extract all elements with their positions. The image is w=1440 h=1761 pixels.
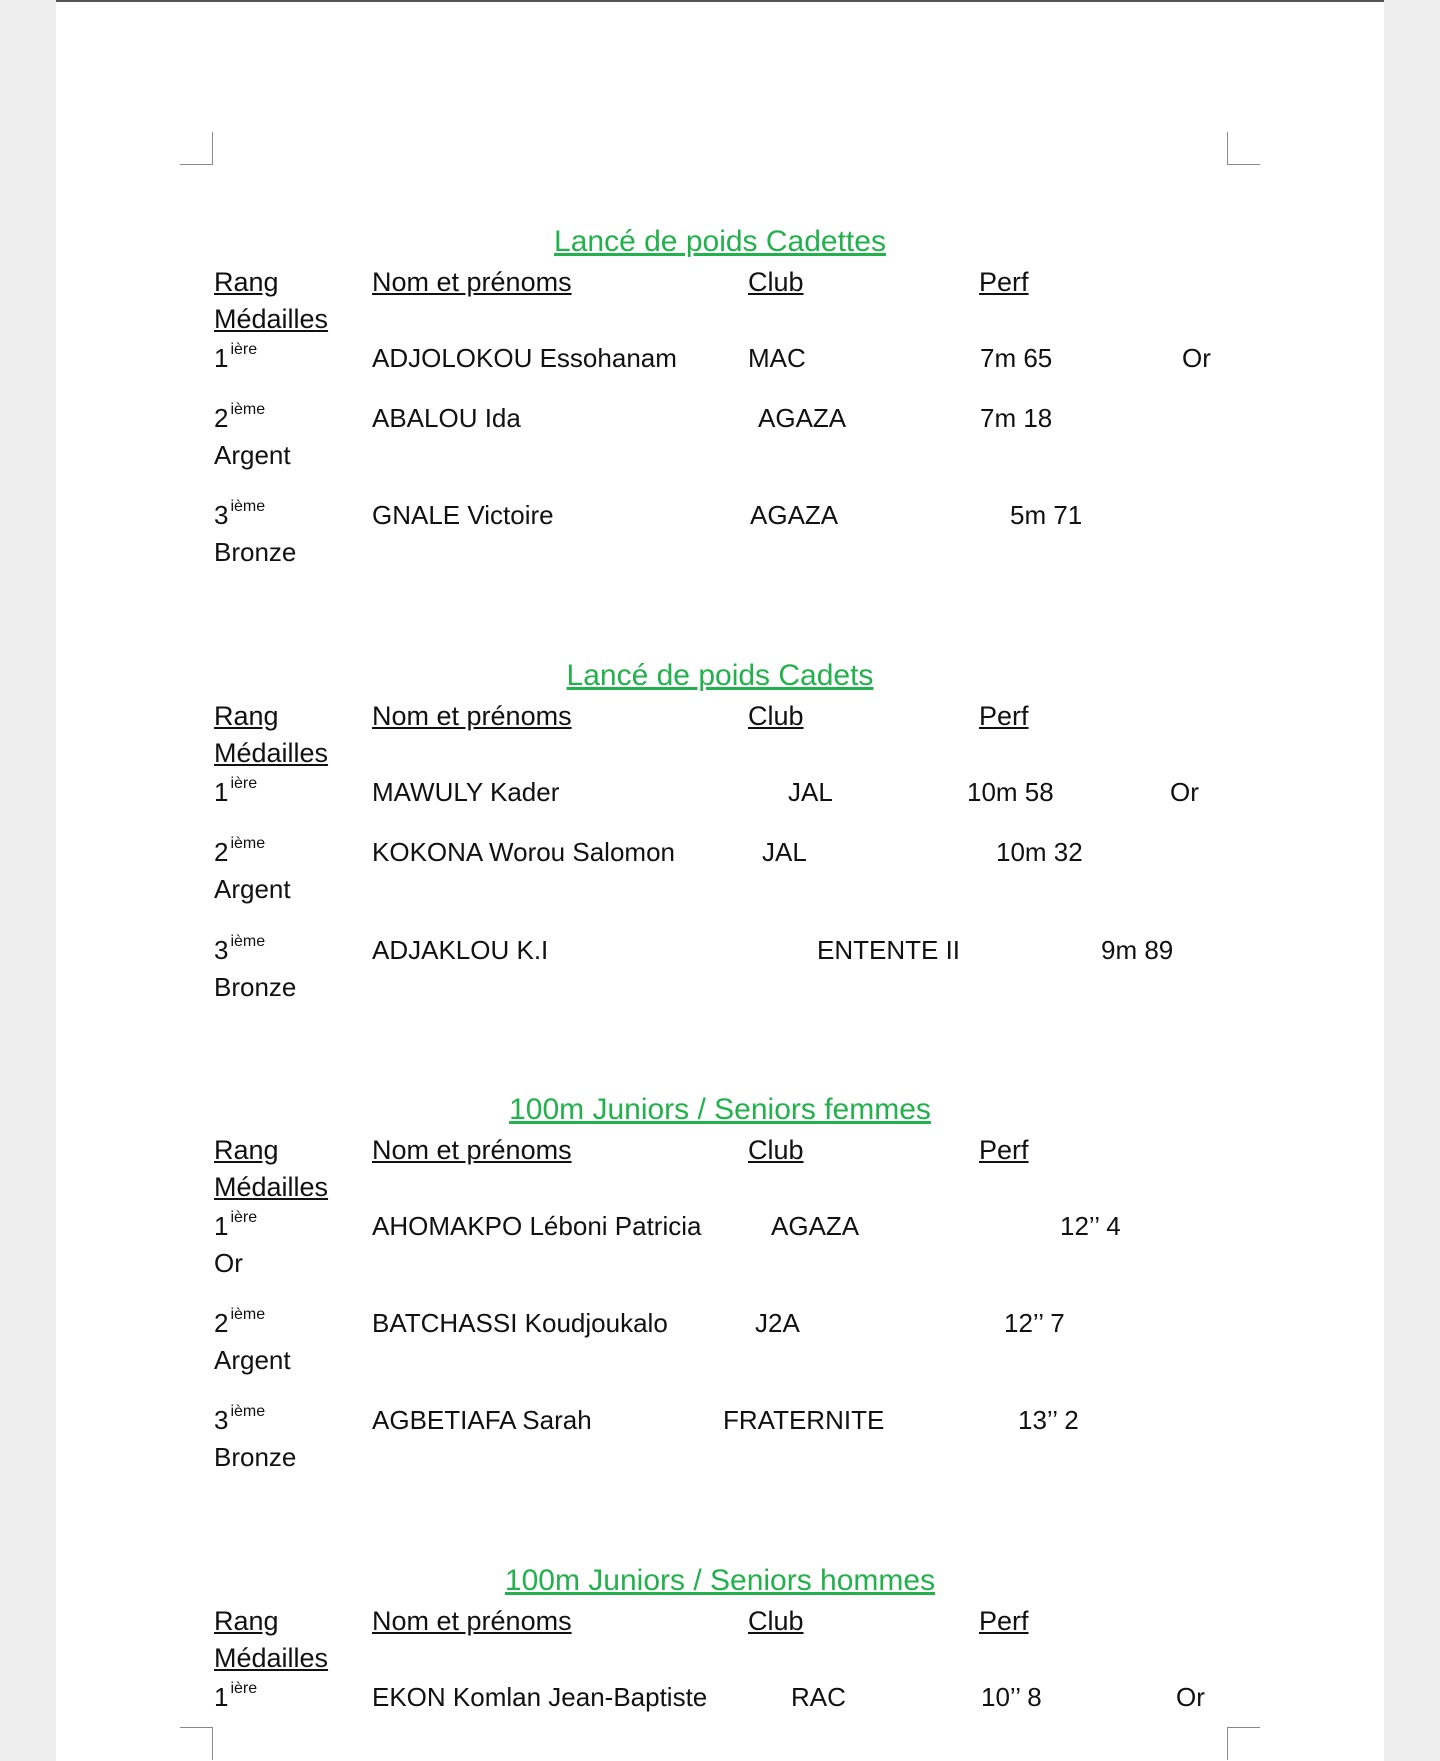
rank-suffix: ième — [230, 498, 266, 515]
header-nom: Nom et prénoms — [372, 1135, 572, 1165]
rank-number: 2 — [214, 837, 229, 867]
header-rang: Rang — [214, 267, 279, 297]
rank-suffix: ième — [230, 1306, 266, 1323]
athlete-name: ABALOU Ida — [372, 403, 521, 433]
header-rang: Rang — [214, 1135, 279, 1165]
club-name: FRATERNITE — [723, 1405, 885, 1435]
rank-suffix: ième — [230, 401, 266, 418]
performance: 10m 58 — [967, 777, 1054, 807]
performance: 5m 71 — [1010, 500, 1083, 530]
performance: 10m 32 — [996, 837, 1083, 867]
rank-cell — [214, 497, 265, 533]
header-perf: Perf — [979, 1606, 1029, 1636]
club-name: AGAZA — [750, 500, 839, 530]
header-club: Club — [748, 701, 804, 731]
club-name: JAL — [762, 837, 807, 867]
rank-number: 1 — [214, 343, 229, 373]
rank-cell — [214, 1305, 265, 1341]
performance: 13’’ 2 — [1018, 1405, 1079, 1435]
rank-suffix: ière — [230, 1209, 258, 1226]
medal-label: Bronze — [214, 537, 297, 567]
club-name: AGAZA — [758, 403, 847, 433]
rank-suffix: ière — [230, 1680, 258, 1697]
header-club: Club — [748, 267, 804, 297]
header-perf: Perf — [979, 701, 1029, 731]
rank-suffix: ième — [230, 835, 266, 852]
medal-label: Argent — [214, 440, 291, 470]
club-name: ENTENTE II — [817, 935, 961, 965]
rank-number: 1 — [214, 777, 229, 807]
rank-cell — [214, 774, 257, 810]
section-title: Lancé de poids Cadets — [566, 659, 874, 692]
crop-mark-top-left — [180, 132, 213, 165]
club-name: RAC — [791, 1682, 846, 1712]
rank-number: 3 — [214, 935, 229, 965]
rank-suffix: ième — [230, 933, 266, 950]
performance: 12’’ 4 — [1060, 1211, 1121, 1241]
rank-cell — [214, 1208, 257, 1244]
medal-label: Bronze — [214, 972, 297, 1002]
rank-cell — [214, 400, 265, 436]
section-title: 100m Juniors / Seniors femmes — [509, 1093, 931, 1126]
performance: 12’’ 7 — [1004, 1308, 1065, 1338]
athlete-name: AGBETIAFA Sarah — [372, 1405, 592, 1435]
header-perf: Perf — [979, 1135, 1029, 1165]
athlete-name: KOKONA Worou Salomon — [372, 837, 675, 867]
rank-suffix: ière — [230, 775, 258, 792]
club-name: MAC — [748, 343, 806, 373]
athlete-name: ADJOLOKOU Essohanam — [372, 343, 677, 373]
rank-cell — [214, 1679, 257, 1715]
athlete-name: GNALE Victoire — [372, 500, 554, 530]
medal-label: Or — [1182, 343, 1211, 373]
header-nom: Nom et prénoms — [372, 701, 572, 731]
rank-number: 3 — [214, 1405, 229, 1435]
rank-suffix: ième — [230, 1403, 266, 1420]
rank-cell — [214, 932, 265, 968]
rank-number: 1 — [214, 1682, 229, 1712]
rank-number: 3 — [214, 500, 229, 530]
rank-cell — [214, 340, 257, 376]
athlete-name: AHOMAKPO Léboni Patricia — [372, 1211, 702, 1241]
club-name: J2A — [755, 1308, 800, 1338]
medal-label: Or — [214, 1248, 243, 1278]
rank-number: 2 — [214, 403, 229, 433]
header-medailles: Médailles — [214, 738, 329, 768]
club-name: JAL — [788, 777, 833, 807]
medal-label: Or — [1176, 1682, 1205, 1712]
header-rang: Rang — [214, 1606, 279, 1636]
header-club: Club — [748, 1135, 804, 1165]
section-title: Lancé de poids Cadettes — [554, 225, 886, 258]
medal-label: Argent — [214, 874, 291, 904]
performance: 7m 65 — [980, 343, 1053, 373]
medal-label: Bronze — [214, 1442, 297, 1472]
header-medailles: Médailles — [214, 304, 329, 334]
crop-mark-top-right — [1227, 132, 1260, 165]
performance: 7m 18 — [980, 403, 1053, 433]
header-nom: Nom et prénoms — [372, 1606, 572, 1636]
rank-cell — [214, 1402, 265, 1438]
rank-suffix: ière — [230, 341, 258, 358]
performance: 9m 89 — [1101, 935, 1174, 965]
crop-mark-bottom-right — [1227, 1727, 1260, 1760]
rank-cell — [214, 834, 265, 870]
header-perf: Perf — [979, 267, 1029, 297]
header-club: Club — [748, 1606, 804, 1636]
athlete-name: ADJAKLOU K.I — [372, 935, 549, 965]
club-name: AGAZA — [771, 1211, 860, 1241]
header-rang: Rang — [214, 701, 279, 731]
athlete-name: MAWULY Kader — [372, 777, 560, 807]
crop-mark-bottom-left — [180, 1727, 213, 1760]
athlete-name: BATCHASSI Koudjoukalo — [372, 1308, 668, 1338]
header-medailles: Médailles — [214, 1643, 329, 1673]
athlete-name: EKON Komlan Jean-Baptiste — [372, 1682, 708, 1712]
document-page — [56, 0, 1384, 1761]
section-title: 100m Juniors / Seniors hommes — [504, 1564, 936, 1597]
header-medailles: Médailles — [214, 1172, 329, 1202]
rank-number: 1 — [214, 1211, 229, 1241]
performance: 10’’ 8 — [981, 1682, 1042, 1712]
medal-label: Argent — [214, 1345, 291, 1375]
header-nom: Nom et prénoms — [372, 267, 572, 297]
rank-number: 2 — [214, 1308, 229, 1338]
medal-label: Or — [1170, 777, 1199, 807]
